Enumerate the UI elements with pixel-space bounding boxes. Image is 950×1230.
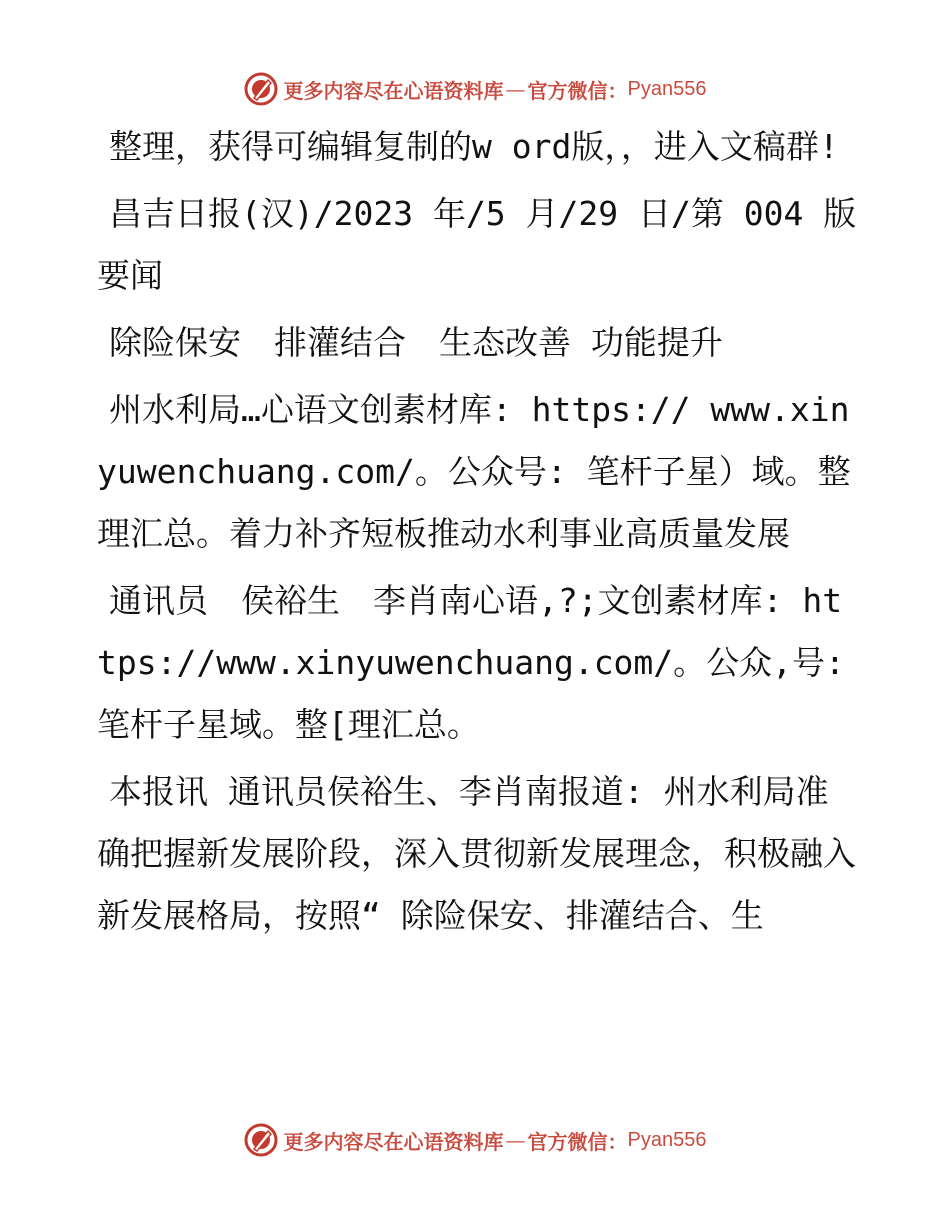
- paragraph-body: 本报讯 通讯员侯裕生、李肖南报道: 州水利局准确把握新发展阶段，深入贯彻新发展理念，积极融入新发展格局，按照“ 除险保安、排灌结合、生: [97, 772, 856, 935]
- banner-wechat-label: 官方微信：: [527, 1129, 628, 1154]
- paragraph-byline: 通讯员 侯裕生 李肖南心语,?;文创素材库: https://www.xinyuwenchuang.com/。公众,号: 笔杆子星域。整[理汇总。: [97, 581, 845, 744]
- paragraph-headline: 除险保安 排灌结合 生态改善 功能提升: [109, 323, 723, 362]
- banner-wechat-id: Pyan556: [627, 77, 707, 100]
- pen-logo-icon: [244, 1123, 278, 1157]
- paragraph-subheadline: 州水利局…心语文创素材库: https:// www.xinyuwenchuang.com/。公众号: 笔杆子星）域。整理汇总。着力补齐短板推动水利事业高质量发展: [97, 390, 851, 553]
- footer-banner: [0, 1120, 950, 1160]
- paragraph-source: 昌吉日报(汉)/2023 年/5 月/29 日/第 004 版要闻: [97, 194, 857, 295]
- banner-separator: —: [505, 77, 526, 101]
- paragraph-intro: 整理，获得可编辑复制的w ord版，，进入文稿群!: [109, 127, 839, 166]
- header-banner: [0, 69, 950, 109]
- banner-site-text: 更多内容尽在心语资料库: [283, 1129, 504, 1154]
- banner-wechat-label: 官方微信：: [527, 78, 628, 103]
- pen-logo-icon: [244, 72, 278, 106]
- banner-wechat-id: Pyan556: [627, 1128, 707, 1151]
- banner-site-text: 更多内容尽在心语资料库: [283, 78, 504, 103]
- banner-separator: —: [505, 1128, 526, 1152]
- document-body: [97, 116, 857, 952]
